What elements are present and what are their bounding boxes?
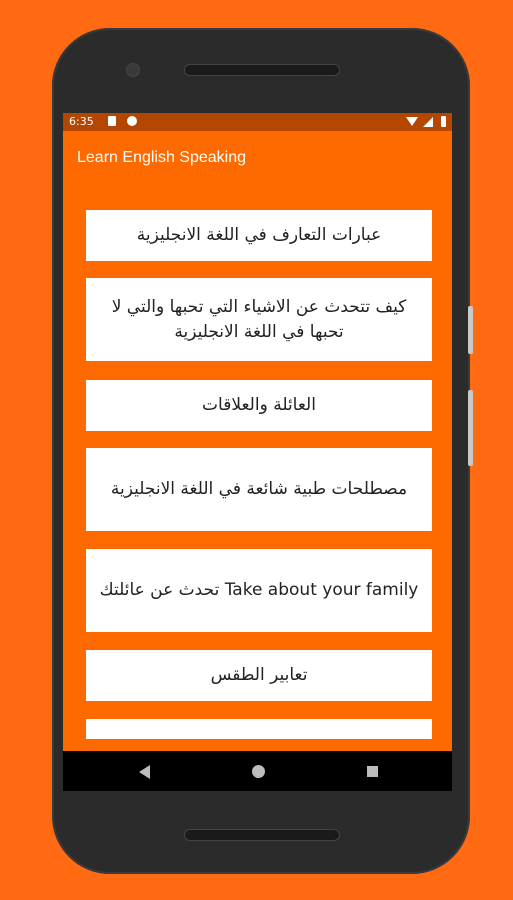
back-icon[interactable] [139, 765, 150, 779]
signal-icon [423, 117, 433, 127]
status-time: 6:35 [69, 115, 94, 128]
status-bar [63, 113, 452, 131]
sync-icon [127, 116, 137, 126]
list-item[interactable] [86, 719, 432, 739]
home-icon[interactable] [252, 765, 265, 778]
battery-icon [441, 116, 446, 127]
app-title: Learn English Speaking [77, 149, 247, 166]
list-item[interactable]: كيف تتحدث عن الاشياء التي تحبها والتي لا تحبها في اللغة الانجليزية [86, 278, 432, 361]
list-item[interactable]: Take about your family تحدث عن عائلتك [86, 549, 432, 632]
power-button [468, 306, 473, 354]
sd-card-icon [108, 116, 116, 126]
volume-button [468, 390, 473, 466]
app-screen [63, 113, 452, 791]
bottom-speaker [184, 829, 340, 841]
top-speaker [184, 64, 340, 76]
front-camera [126, 63, 140, 77]
list-item[interactable]: تعابير الطقس [86, 650, 432, 701]
list-item[interactable]: مصطلحات طبية شائعة في اللغة الانجليزية [86, 448, 432, 531]
app-bar [63, 131, 452, 185]
navigation-bar [63, 751, 452, 791]
list-item[interactable]: العائلة والعلاقات [86, 380, 432, 431]
list-item[interactable]: عبارات التعارف في اللغة الانجليزية [86, 210, 432, 261]
recents-icon[interactable] [367, 766, 378, 777]
wifi-icon [406, 117, 418, 126]
